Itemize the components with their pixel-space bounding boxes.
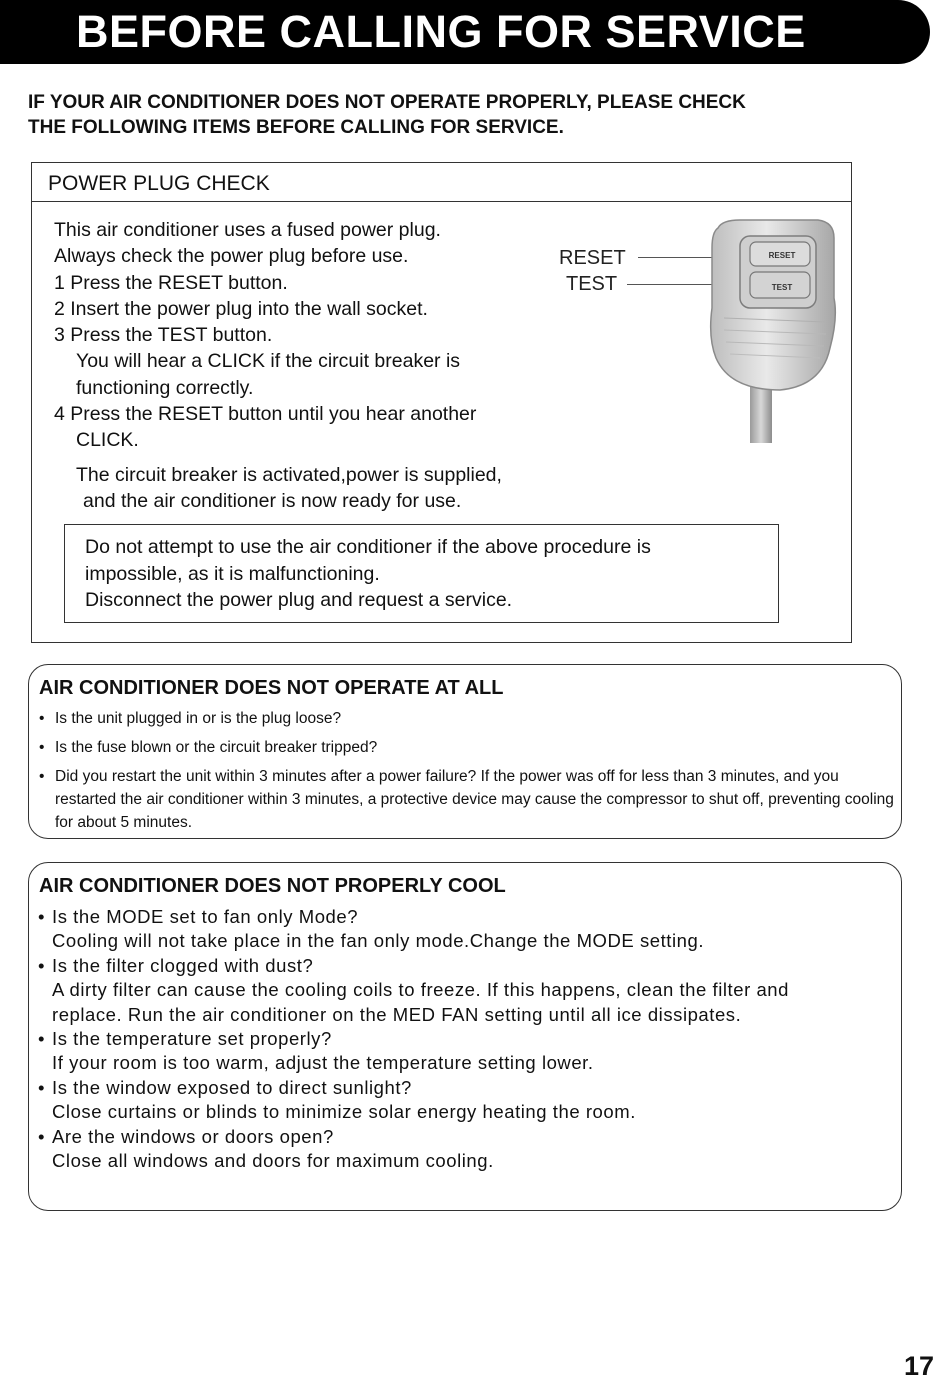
list-item-question: • Is the MODE set to fan only Mode? bbox=[38, 905, 898, 929]
power-plug-instructions bbox=[54, 217, 502, 514]
instruction-line: You will hear a CLICK if the circuit breaker is bbox=[76, 350, 461, 373]
list-item-answer: Cooling will not take place in the fan only mode.Change the MODE setting. bbox=[52, 930, 705, 952]
page-number: 17 bbox=[904, 1351, 935, 1381]
page-title: BEFORE CALLING FOR SERVICE bbox=[76, 6, 806, 57]
reset-button-label: RESET bbox=[768, 251, 796, 260]
instruction-step-3: 3 Press the TEST button. bbox=[54, 324, 273, 347]
does-not-operate-section bbox=[28, 664, 902, 839]
instruction-step-4: 4 Press the RESET button until you hear another bbox=[54, 403, 477, 426]
test-callout-label: TEST bbox=[566, 273, 618, 295]
instruction-step-1: 1 Press the RESET button. bbox=[54, 271, 288, 294]
warning-box bbox=[64, 524, 779, 623]
does-not-operate-title: AIR CONDITIONER DOES NOT OPERATE AT ALL bbox=[39, 677, 504, 699]
does-not-operate-list bbox=[39, 707, 899, 840]
warning-line: impossible, as it is malfunctioning. bbox=[85, 562, 380, 585]
list-item-question: • Are the windows or doors open? bbox=[38, 1125, 898, 1149]
title-banner bbox=[0, 0, 930, 64]
list-item: • Is the unit plugged in or is the plug loose? bbox=[39, 707, 899, 730]
list-item-answer: replace. Run the air conditioner on the MED FAN setting until all ice dissipates. bbox=[52, 1003, 742, 1025]
instruction-line: Always check the power plug before use. bbox=[54, 245, 409, 268]
list-item: • Did you restart the unit within 3 minutes after a power failure? If the power was off for less than 3 minutes, and you restarted the air conditioner within 3 minutes, a protective device may cause the compressor to shut off, preventing cooling for about 5 minutes. bbox=[39, 765, 899, 834]
warning-line: Disconnect the power plug and request a service. bbox=[85, 589, 513, 611]
list-item: • Is the fuse blown or the circuit breaker tripped? bbox=[39, 736, 899, 759]
instruction-line: This air conditioner uses a fused power plug. bbox=[54, 219, 441, 241]
list-item-answer: If your room is too warm, adjust the temperature setting lower. bbox=[52, 1052, 594, 1074]
reset-callout-label: RESET bbox=[559, 247, 626, 269]
does-not-cool-section bbox=[28, 862, 902, 1211]
instruction-step-2: 2 Insert the power plug into the wall socket. bbox=[54, 297, 428, 320]
list-item-answer: A dirty filter can cause the cooling coils to freeze. If this happens, clean the filter and bbox=[52, 979, 789, 1001]
fused-power-plug-illustration bbox=[700, 218, 840, 443]
instruction-line: The circuit breaker is activated,power is supplied, bbox=[76, 463, 502, 486]
instruction-line: functioning correctly. bbox=[76, 376, 254, 399]
test-button-label: TEST bbox=[771, 283, 793, 292]
instruction-line: and the air conditioner is now ready for use. bbox=[83, 489, 462, 512]
intro-line-1: IF YOUR AIR CONDITIONER DOES NOT OPERATE PROPERLY, PLEASE CHECK bbox=[28, 92, 746, 113]
list-item-question: • Is the filter clogged with dust? bbox=[38, 954, 898, 978]
list-item-question: • Is the window exposed to direct sunlight? bbox=[38, 1076, 898, 1100]
does-not-cool-list bbox=[38, 905, 898, 1173]
intro-line-2: THE FOLLOWING ITEMS BEFORE CALLING FOR SERVICE. bbox=[28, 117, 564, 138]
list-item-question: • Is the temperature set properly? bbox=[38, 1027, 898, 1051]
warning-line: Do not attempt to use the air conditioner if the above procedure is bbox=[85, 536, 651, 558]
power-plug-check-title: POWER PLUG CHECK bbox=[32, 163, 851, 202]
instruction-line: CLICK. bbox=[76, 429, 139, 452]
intro-text bbox=[28, 90, 868, 140]
list-item-answer: Close curtains or blinds to minimize solar energy heating the room. bbox=[52, 1101, 636, 1123]
list-item-answer: Close all windows and doors for maximum cooling. bbox=[52, 1150, 494, 1172]
does-not-cool-title: AIR CONDITIONER DOES NOT PROPERLY COOL bbox=[39, 875, 506, 897]
